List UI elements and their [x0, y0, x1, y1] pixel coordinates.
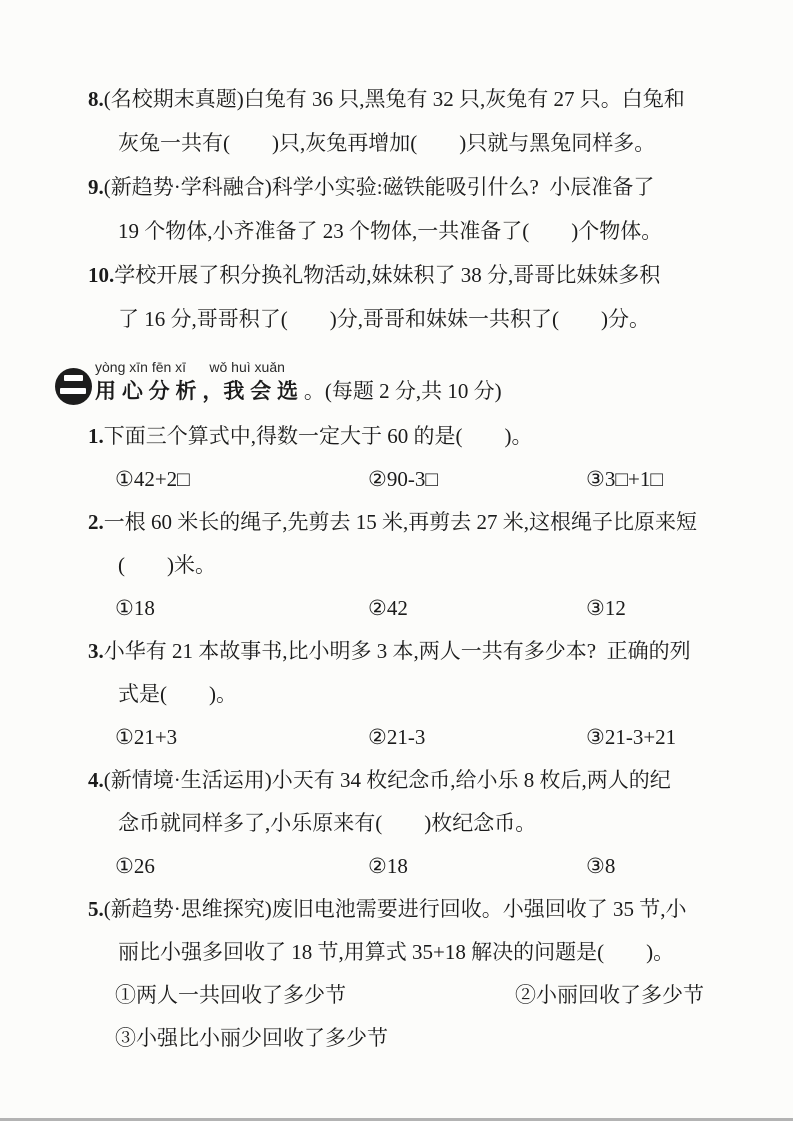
options-row — [88, 716, 745, 759]
options-row — [88, 845, 745, 888]
question-10 — [88, 253, 745, 341]
option-item: ①26 — [115, 854, 155, 878]
question-line: ( )米。 — [118, 553, 216, 577]
question-line: 9.(新趋势·学科融合)科学小实验:磁铁能吸引什么? 小辰准备了 — [88, 175, 655, 199]
option-item: ①21+3 — [115, 725, 178, 749]
option-item: ②90-3□ — [368, 467, 439, 491]
section-two-title-suffix: 。(每题 2 分,共 10 分) — [303, 379, 502, 403]
option-item: ③21-3+21 — [586, 725, 677, 749]
question-4 — [88, 759, 745, 888]
question-2 — [88, 501, 745, 630]
options-row — [88, 458, 745, 501]
question-line: 念币就同样多了,小乐原来有( )枚纪念币。 — [118, 811, 537, 835]
question-line: 3.小华有 21 本故事书,比小明多 3 本,两人一共有多少本? 正确的列 — [88, 639, 691, 663]
option-item: ③12 — [586, 596, 626, 620]
question-line: 1.下面三个算式中,得数一定大于 60 的是( )。 — [88, 424, 533, 448]
question-line: 8.(名校期末真题)白兔有 36 只,黑兔有 32 只,灰兔有 27 只。白兔和 — [88, 87, 685, 111]
badge-stroke-bottom-icon — [60, 388, 86, 394]
option-item: ②18 — [368, 854, 408, 878]
option-item: ②21-3 — [368, 725, 426, 749]
option-item: ③8 — [586, 854, 616, 878]
badge-stroke-top-icon — [64, 375, 83, 381]
question-number: 5. — [88, 897, 104, 921]
question-line: 灰兔一共有( )只,灰兔再增加( )只就与黑兔同样多。 — [118, 131, 656, 155]
option-item: ①42+2□ — [115, 467, 190, 491]
question-number: 3. — [88, 639, 104, 663]
option-item: ②42 — [368, 596, 408, 620]
section-one-questions — [88, 77, 745, 341]
question-line: 19 个物体,小齐准备了 23 个物体,一共准备了( )个物体。 — [118, 219, 663, 243]
question-1 — [88, 415, 745, 501]
question-number: 10. — [88, 263, 115, 287]
section-two-questions — [88, 415, 745, 1060]
question-line: 了 16 分,哥哥积了( )分,哥哥和妹妹一共积了( )分。 — [118, 307, 650, 331]
option-item: ①18 — [115, 596, 155, 620]
question-line: 2.一根 60 米长的绳子,先剪去 15 米,再剪去 27 米,这根绳子比原来短 — [88, 510, 697, 534]
question-number: 2. — [88, 510, 104, 534]
question-3 — [88, 630, 745, 759]
question-line: 丽比小强多回收了 18 节,用算式 35+18 解决的问题是( )。 — [118, 940, 675, 964]
section-two-pinyin: yòng xīn fēn xī wǒ huì xuǎn — [95, 359, 285, 375]
question-5 — [88, 888, 745, 1060]
question-line: 4.(新情境·生活运用)小天有 34 枚纪念币,给小乐 8 枚后,两人的纪 — [88, 768, 671, 792]
question-9 — [88, 165, 745, 253]
question-number: 8. — [88, 87, 104, 111]
question-line: 式是( )。 — [118, 682, 237, 706]
options-row — [88, 974, 745, 1017]
section-two-title-line — [95, 376, 745, 407]
question-line: 10.学校开展了积分换礼物活动,妹妹积了 38 分,哥哥比妹妹多积 — [88, 263, 661, 287]
section-two-badge — [55, 368, 92, 405]
options-row — [88, 1017, 745, 1060]
section-two-header — [88, 359, 745, 407]
question-number: 9. — [88, 175, 104, 199]
question-8 — [88, 77, 745, 165]
option-item: ②小丽回收了多少节 — [515, 983, 704, 1007]
option-item: ③3□+1□ — [586, 467, 664, 491]
question-line: 5.(新趋势·思维探究)废旧电池需要进行回收。小强回收了 35 节,小 — [88, 897, 687, 921]
question-number: 4. — [88, 768, 104, 792]
option-item: ①两人一共回收了多少节 — [115, 983, 346, 1007]
section-two-title: 用 心 分 析 ，我 会 选 — [95, 380, 304, 403]
options-row — [88, 587, 745, 630]
option-item: ③小强比小丽少回收了多少节 — [115, 1026, 388, 1050]
question-number: 1. — [88, 424, 104, 448]
